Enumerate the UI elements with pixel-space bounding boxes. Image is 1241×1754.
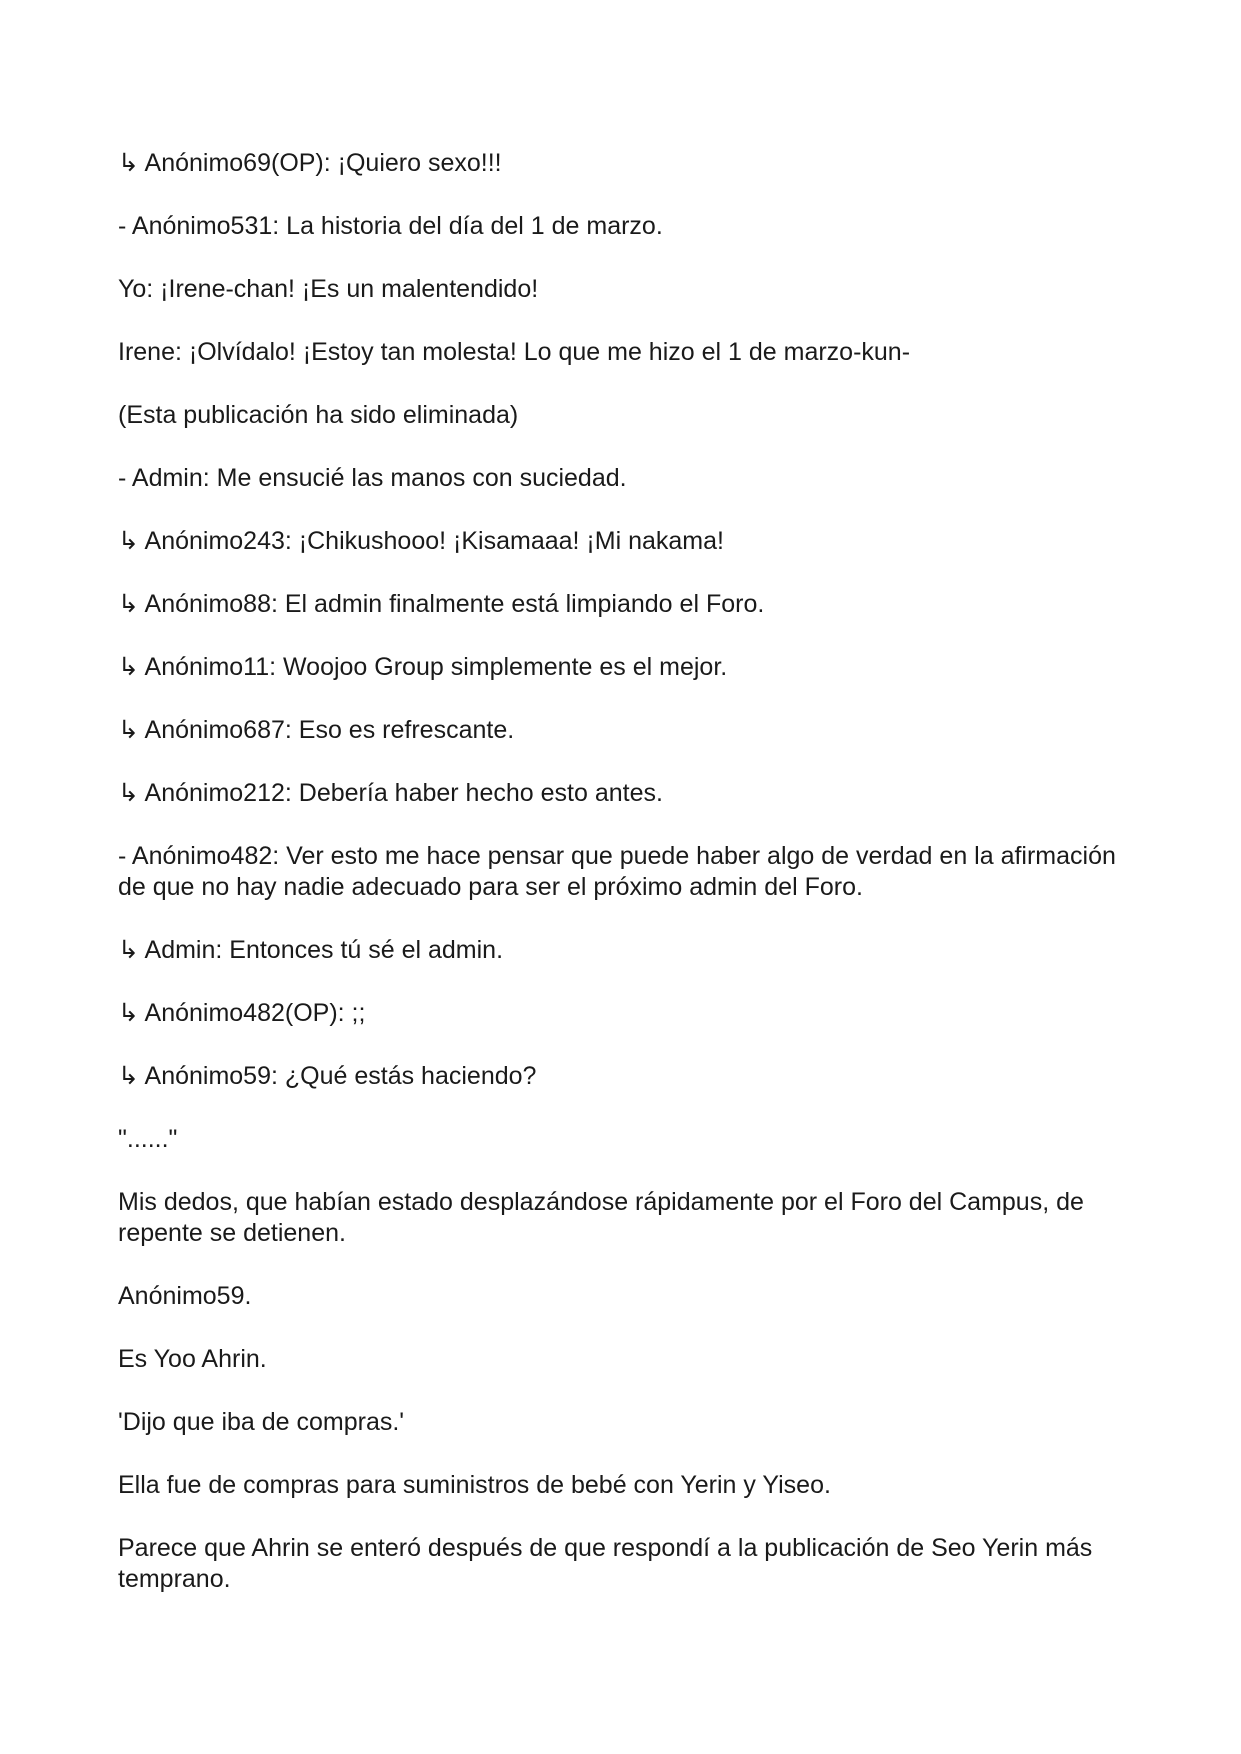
narration-thought: 'Dijo que iba de compras.'	[118, 1408, 405, 1436]
forum-reply-anonimo59: ↳ Anónimo59: ¿Qué estás haciendo?	[118, 1062, 537, 1090]
narration-paragraph: Ella fue de compras para suministros de bebé con Yerin y Yiseo.	[118, 1471, 831, 1499]
forum-post-anonimo482: - Anónimo482: Ver esto me hace pensar que puede haber algo de verdad en la afirmación de que no hay nadie adecuado para ser el próximo admin del Foro.	[118, 842, 1123, 901]
forum-reply-anonimo687: ↳ Anónimo687: Eso es refrescante.	[118, 716, 515, 744]
narration-paragraph: Parece que Ahrin se enteró después de que respondí a la publicación de Seo Yerin más temprano.	[118, 1534, 1100, 1593]
forum-post-admin: - Admin: Me ensucié las manos con suciedad.	[118, 464, 627, 492]
dialogue-irene: Irene: ¡Olvídalo! ¡Estoy tan molesta! Lo que me hizo el 1 de marzo-kun-	[118, 338, 911, 366]
forum-reply-anonimo482: ↳ Anónimo482(OP): ;;	[118, 999, 366, 1027]
narration-paragraph: Mis dedos, que habían estado desplazándose rápidamente por el Foro del Campus, de repente se detienen.	[118, 1188, 1091, 1247]
narration-paragraph: Anónimo59.	[118, 1282, 252, 1310]
forum-reply-anonimo69: ↳ Anónimo69(OP): ¡Quiero sexo!!!	[118, 149, 502, 177]
ellipsis-line: "......"	[118, 1125, 178, 1153]
forum-post-anonimo531: - Anónimo531: La historia del día del 1 de marzo.	[118, 212, 663, 240]
forum-reply-anonimo212: ↳ Anónimo212: Debería haber hecho esto antes.	[118, 779, 663, 807]
forum-reply-anonimo88: ↳ Anónimo88: El admin finalmente está limpiando el Foro.	[118, 590, 765, 618]
dialogue-yo: Yo: ¡Irene-chan! ¡Es un malentendido!	[118, 275, 539, 303]
forum-reply-anonimo11: ↳ Anónimo11: Woojoo Group simplemente es el mejor.	[118, 653, 728, 681]
narration-paragraph: Es Yoo Ahrin.	[118, 1345, 267, 1373]
deleted-post-notice: (Esta publicación ha sido eliminada)	[118, 401, 519, 429]
forum-reply-anonimo243: ↳ Anónimo243: ¡Chikushooo! ¡Kisamaaa! ¡Mi nakama!	[118, 527, 724, 555]
document-body	[118, 148, 1128, 1627]
forum-reply-admin: ↳ Admin: Entonces tú sé el admin.	[118, 936, 504, 964]
